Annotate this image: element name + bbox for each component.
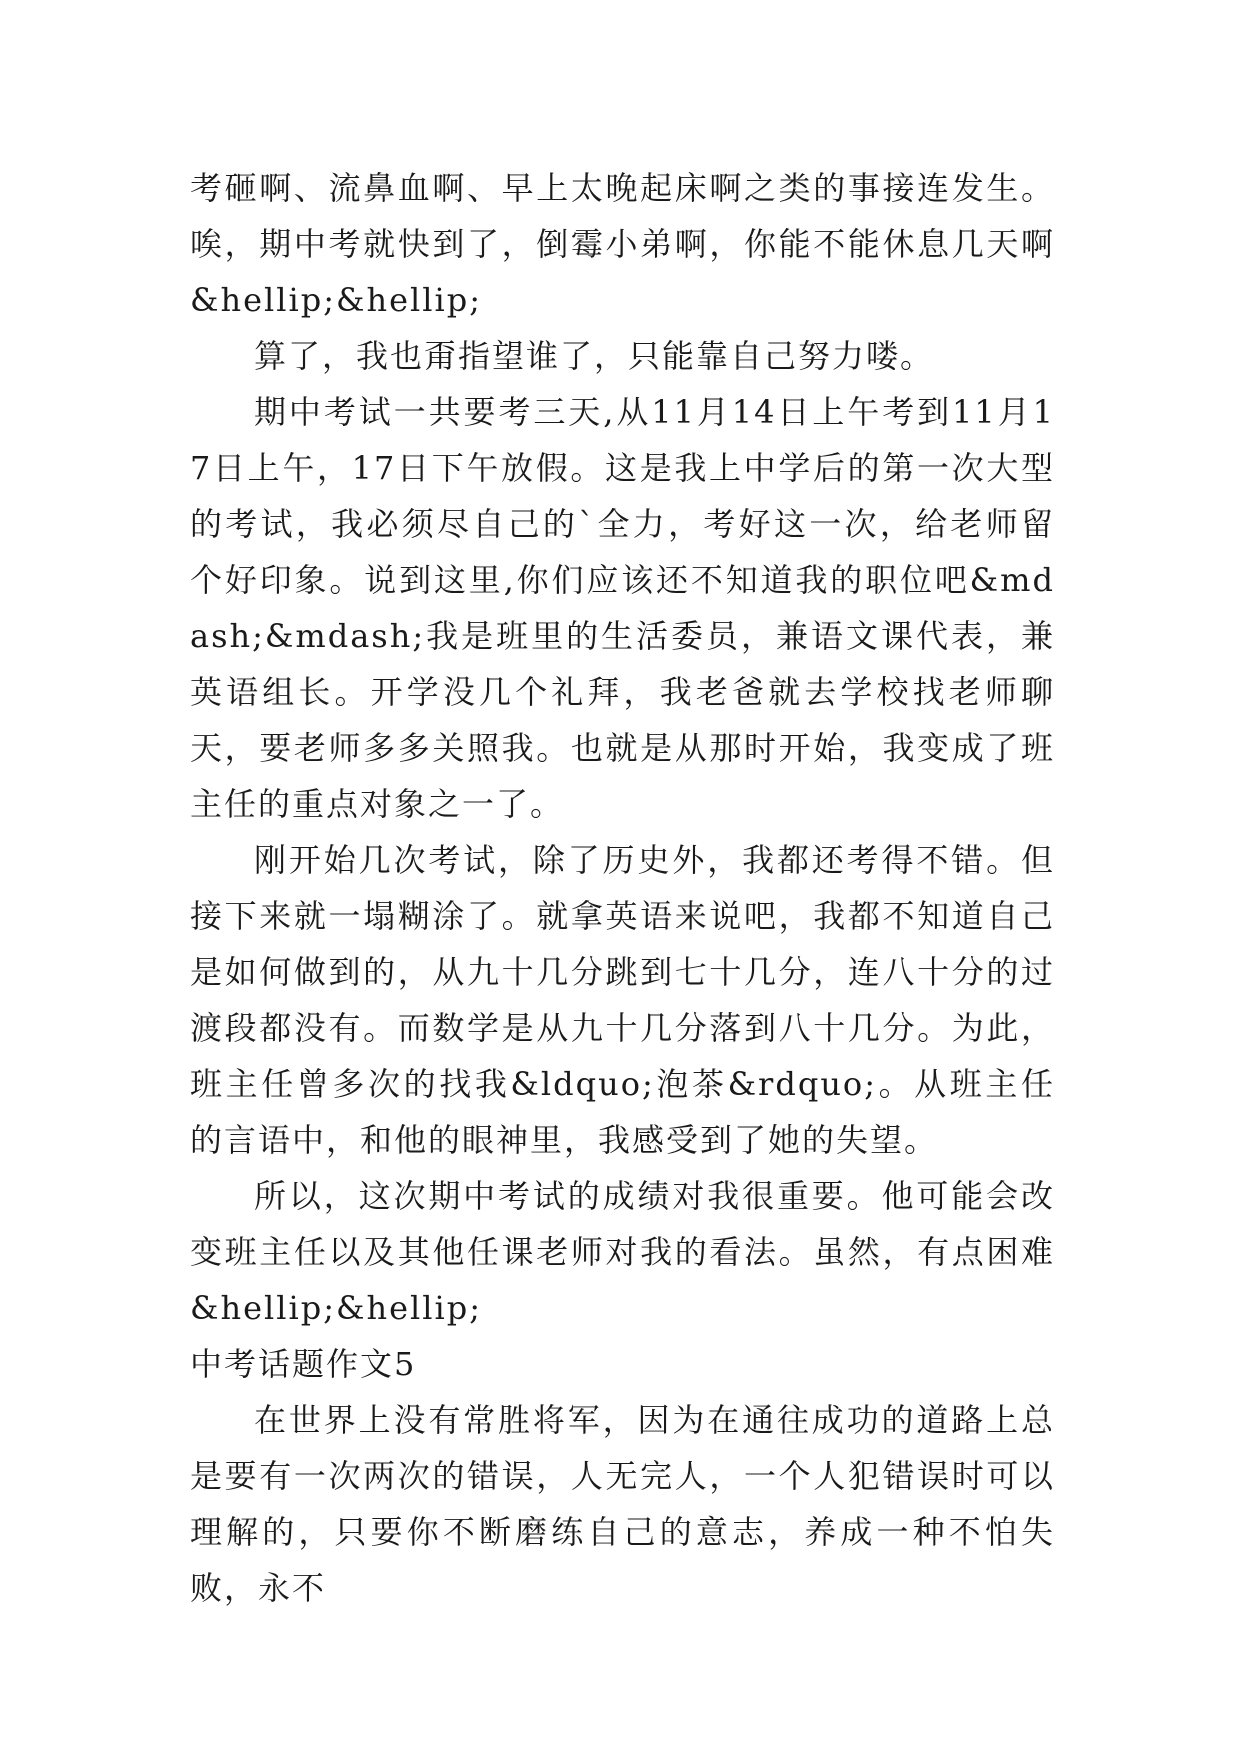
paragraph-2: 算了，我也甭指望谁了，只能靠自己努力喽。 [254, 337, 935, 375]
paragraph-4: 刚开始几次考试，除了历史外，我都还考得不错。但接下来就一塌糊涂了。就拿英语来说吧，我都不知道自己是如何做到的，从九十几分跳到七十几分，连八十分的过渡段都没有。而数学是从九十几分落到八十几分。为此，班主任曾多次的找我&ldquo;泡茶&rdquo;。从班主任的言语中，和他的眼神里，我感受到了她的失望。 [190, 841, 1055, 1159]
paragraph-6: 在世界上没有常胜将军，因为在通往成功的道路上总是要有一次两次的错误，人无完人，一个人犯错误时可以理解的，只要你不断磨练自己的意志，养成一种不怕失败，永不 [190, 1401, 1055, 1607]
document-body [190, 160, 1055, 1616]
paragraph-5: 所以，这次期中考试的成绩对我很重要。他可能会改变班主任以及其他任课老师对我的看法。虽然，有点困难&hellip;&hellip; [190, 1177, 1055, 1327]
paragraph-3: 期中考试一共要考三天,从11月14日上午考到11月17日上午，17日下午放假。这是我上中学后的第一次大型的考试，我必须尽自己的`全力，考好这一次，给老师留个好印象。说到这里,你们应该还不知道我的职位吧&mdash;&mdash;我是班里的生活委员，兼语文课代表，兼英语组长。开学没几个礼拜，我老爸就去学校找老师聊天，要老师多多关照我。也就是从那时开始，我变成了班主任的重点对象之一了。 [190, 393, 1055, 823]
paragraph-1: 考砸啊、流鼻血啊、早上太晚起床啊之类的事接连发生。唉，期中考就快到了，倒霉小弟啊，你能不能休息几天啊&hellip;&hellip; [190, 169, 1055, 319]
section-heading: 中考话题作文5 [190, 1345, 417, 1383]
